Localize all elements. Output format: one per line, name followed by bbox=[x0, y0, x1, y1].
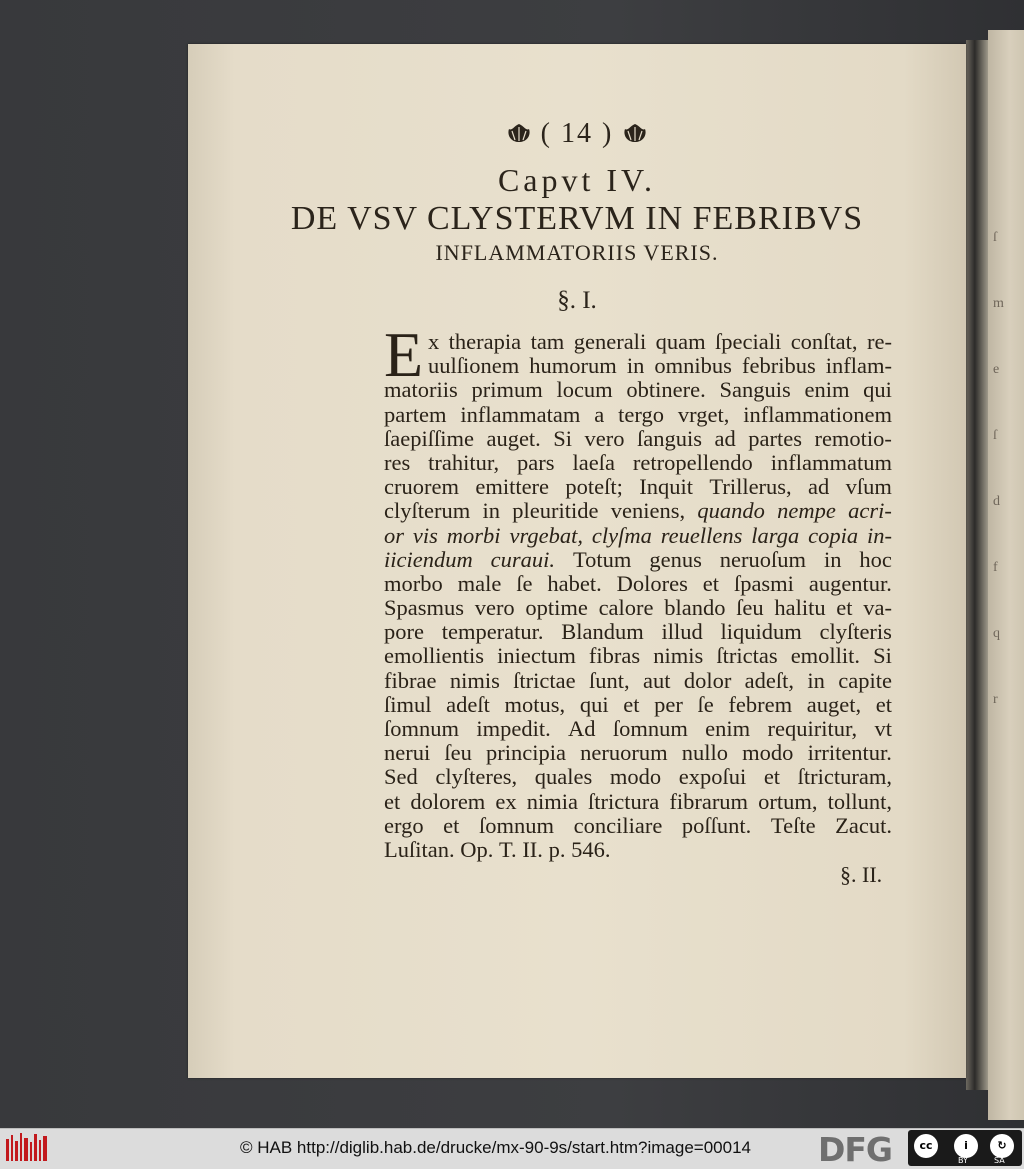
text-line bbox=[384, 524, 892, 548]
text-line bbox=[384, 451, 892, 475]
chapter-subtitle: INFLAMMATORIIS VERIS. bbox=[435, 240, 719, 265]
word: ad bbox=[808, 474, 830, 500]
text-line bbox=[384, 596, 892, 620]
word: poteſt; bbox=[565, 474, 623, 500]
word: nimis bbox=[449, 667, 500, 693]
word: Sanguis bbox=[719, 377, 791, 403]
word: nempe bbox=[777, 498, 836, 524]
share-alike-icon: ↻ bbox=[990, 1134, 1014, 1158]
word: motus, bbox=[504, 691, 566, 717]
word: illud bbox=[661, 619, 703, 645]
library-barcode-logo bbox=[6, 1133, 48, 1163]
cc-license-badge[interactable] bbox=[908, 1130, 1022, 1166]
word: in bbox=[482, 498, 501, 524]
text-line bbox=[384, 765, 892, 789]
word: cruorem bbox=[384, 474, 459, 500]
word: acri- bbox=[848, 498, 892, 524]
word: enim bbox=[705, 716, 751, 741]
word: humorum bbox=[529, 353, 617, 379]
text-line bbox=[384, 717, 892, 741]
word: genus bbox=[649, 546, 702, 572]
source-link[interactable]: © HAB http://diglib.hab.de/drucke/mx-90-9s/start.htm?image=00014 bbox=[240, 1138, 751, 1157]
word: clyſma bbox=[591, 522, 652, 548]
word: in bbox=[626, 353, 645, 379]
word: clyſteris bbox=[819, 619, 892, 645]
word: temperatur. bbox=[441, 619, 544, 645]
word: vis bbox=[412, 522, 438, 548]
adjacent-page-glyph: r bbox=[993, 692, 998, 707]
chapter-title: DE VSV CLYSTERVM IN FEBRIBVS bbox=[290, 200, 864, 237]
word: ergo bbox=[384, 812, 424, 838]
text-line bbox=[384, 548, 892, 572]
word: re- bbox=[866, 329, 892, 354]
word: fibras bbox=[588, 643, 641, 669]
word: auget. bbox=[486, 425, 541, 451]
word: dolorem bbox=[410, 788, 486, 814]
word: poſſunt. bbox=[681, 812, 752, 838]
word: Si bbox=[553, 425, 573, 451]
text-line bbox=[384, 790, 892, 814]
word: tergo bbox=[618, 401, 664, 427]
word: et bbox=[384, 788, 401, 814]
word: laeſa bbox=[572, 449, 615, 475]
adjacent-page-glyph: ſ bbox=[993, 230, 997, 245]
word: inflammationem bbox=[743, 401, 892, 427]
word: Inquit bbox=[639, 474, 694, 500]
word: nimis bbox=[653, 643, 704, 669]
word: ſeu bbox=[736, 595, 764, 621]
text-line bbox=[384, 741, 892, 765]
word: clyſterum bbox=[384, 498, 471, 524]
adjacent-page-glyph: e bbox=[993, 362, 1000, 377]
text-line bbox=[384, 378, 892, 402]
word: et bbox=[443, 812, 460, 838]
text-line bbox=[384, 403, 892, 427]
word: pore bbox=[384, 619, 424, 645]
text-line bbox=[384, 814, 892, 838]
word: larga bbox=[751, 522, 800, 548]
word: ad bbox=[714, 425, 736, 451]
word: Spasmus bbox=[384, 595, 465, 621]
word: Op. bbox=[460, 836, 499, 862]
word: p. bbox=[548, 836, 572, 862]
word: nullo bbox=[681, 740, 729, 766]
word: ſeu bbox=[444, 740, 472, 766]
word: requiritur, bbox=[767, 716, 858, 741]
word: qui bbox=[863, 377, 892, 403]
word: Sed bbox=[384, 764, 418, 790]
word: Teſte bbox=[770, 812, 816, 838]
word: per bbox=[654, 691, 683, 717]
word: inflammatam bbox=[460, 401, 581, 427]
word: vrgebat, bbox=[509, 522, 583, 548]
word: augentur. bbox=[808, 570, 892, 596]
word: modo bbox=[742, 740, 794, 766]
fleuron-left-icon bbox=[506, 122, 532, 144]
word: vrget, bbox=[677, 401, 730, 427]
word: liquidum bbox=[720, 619, 802, 645]
word: in bbox=[807, 667, 825, 693]
word: iiciendum bbox=[384, 546, 473, 572]
dfg-logo: DFG bbox=[818, 1130, 893, 1169]
word: partem bbox=[384, 401, 447, 427]
word: pleuritide bbox=[512, 498, 599, 524]
text-line bbox=[384, 475, 892, 499]
word: uulſionem bbox=[428, 353, 520, 379]
word: qui bbox=[579, 691, 609, 717]
word: 546. bbox=[571, 836, 611, 862]
word: vt bbox=[874, 716, 892, 741]
word: emollit. bbox=[790, 643, 861, 669]
word: et bbox=[702, 570, 720, 596]
body-text bbox=[384, 319, 892, 862]
word: va- bbox=[863, 595, 892, 621]
word: adeſt, bbox=[744, 667, 795, 693]
word: clyſteres, bbox=[435, 764, 518, 790]
word: nimia bbox=[526, 788, 578, 814]
adjacent-page-glyph: q bbox=[993, 626, 1000, 641]
word: febribus bbox=[741, 353, 816, 379]
text-line bbox=[384, 644, 892, 668]
word: irritentur. bbox=[807, 740, 892, 766]
cc-icon: cc bbox=[914, 1134, 938, 1158]
word: Ad bbox=[568, 716, 596, 741]
word: tollunt, bbox=[827, 788, 892, 814]
word: ſe bbox=[516, 570, 533, 596]
word: modo bbox=[609, 764, 662, 790]
word: Luſitan. bbox=[384, 836, 461, 862]
word: et bbox=[875, 691, 892, 717]
word: emittere bbox=[475, 474, 550, 500]
text-line bbox=[384, 572, 892, 596]
word: ſanguis bbox=[637, 425, 703, 451]
word: curaui. bbox=[490, 546, 556, 572]
word: fibrarum bbox=[669, 788, 749, 814]
word: halitu bbox=[774, 595, 826, 621]
word: morbi bbox=[446, 522, 501, 548]
word: ſtrictura bbox=[588, 788, 660, 814]
adjacent-page-glyph: m bbox=[993, 296, 1004, 311]
word: calore bbox=[598, 595, 654, 621]
text-line bbox=[384, 330, 892, 354]
attribution-icon: i bbox=[954, 1134, 978, 1158]
word: II. bbox=[522, 836, 549, 862]
word: partes bbox=[748, 425, 802, 451]
word: ſomnum bbox=[612, 716, 688, 741]
word: obtinere. bbox=[626, 377, 706, 403]
word: matoriis bbox=[384, 377, 458, 403]
word: fibrae bbox=[384, 667, 437, 693]
word: enim bbox=[804, 377, 850, 403]
word: locum bbox=[556, 377, 613, 403]
word: ſunt, bbox=[588, 667, 630, 693]
fleuron-right-icon bbox=[622, 122, 648, 144]
section-marker: §. I. bbox=[557, 287, 597, 314]
word: ſimul bbox=[384, 691, 432, 717]
word: res bbox=[384, 449, 411, 475]
text-line bbox=[384, 669, 892, 693]
word: x bbox=[428, 329, 440, 354]
word: ortum, bbox=[758, 788, 818, 814]
word: adeſt bbox=[446, 691, 490, 717]
word: omnibus bbox=[654, 353, 732, 379]
word: et bbox=[763, 764, 781, 790]
word: ſe bbox=[697, 691, 714, 717]
word: ſomnum bbox=[384, 716, 460, 741]
word: febrem bbox=[728, 691, 793, 717]
word: Dolores bbox=[616, 570, 688, 596]
word: primum bbox=[471, 377, 543, 403]
word: generali bbox=[573, 329, 647, 354]
word: retropellendo bbox=[632, 449, 753, 475]
word: inflam- bbox=[825, 353, 892, 379]
word: nerui bbox=[384, 740, 431, 766]
adjacent-page-glyph: ſ bbox=[993, 428, 997, 443]
drop-capital: E bbox=[384, 319, 424, 390]
word: optime bbox=[525, 595, 588, 621]
word: ſtrictas bbox=[716, 643, 778, 669]
word: trahitur, bbox=[428, 449, 500, 475]
word: tam bbox=[530, 329, 565, 354]
word: a bbox=[594, 401, 605, 427]
adjacent-page-glyph: d bbox=[993, 494, 1000, 509]
word: Blandum bbox=[561, 619, 644, 645]
page-number-line bbox=[188, 118, 966, 150]
word: Trillerus, bbox=[709, 474, 792, 500]
word: ſpeciali bbox=[715, 329, 782, 354]
word: blando bbox=[664, 595, 726, 621]
word: quam bbox=[655, 329, 706, 354]
word: Totum bbox=[572, 546, 632, 572]
word: principia bbox=[486, 740, 566, 766]
word: aut bbox=[642, 667, 671, 693]
word: copia bbox=[808, 522, 859, 548]
word: vero bbox=[584, 425, 625, 451]
word: et bbox=[836, 595, 853, 621]
text-line bbox=[384, 838, 892, 862]
catchword: §. II. bbox=[840, 862, 883, 887]
word: pars bbox=[517, 449, 555, 475]
text-line bbox=[384, 499, 892, 523]
word: vſum bbox=[845, 474, 892, 500]
word: emollientis bbox=[384, 643, 484, 669]
word: impedit. bbox=[476, 716, 551, 741]
word: et bbox=[623, 691, 640, 717]
word: therapia bbox=[448, 329, 522, 354]
chapter-heading: Capvt IV. bbox=[497, 162, 657, 198]
word: or bbox=[384, 522, 405, 548]
word: ſtrictae bbox=[513, 667, 576, 693]
word: ſtricturam, bbox=[797, 764, 892, 790]
word: conſtat, bbox=[790, 329, 858, 354]
word: inflammatum bbox=[770, 449, 892, 475]
word: auget, bbox=[806, 691, 862, 717]
word: habet. bbox=[547, 570, 602, 596]
word: veniens, bbox=[610, 498, 686, 524]
book-gutter bbox=[966, 40, 988, 1090]
word: capite bbox=[838, 667, 892, 693]
word: conciliare bbox=[573, 812, 663, 838]
word: iniectum bbox=[497, 643, 576, 669]
word: in bbox=[823, 546, 842, 572]
text-line bbox=[384, 427, 892, 451]
word: ſomnum bbox=[479, 812, 555, 838]
text-line bbox=[384, 693, 892, 717]
text-line bbox=[384, 354, 892, 378]
word: vero bbox=[474, 595, 515, 621]
word: T. bbox=[498, 836, 523, 862]
page-number: ( 14 ) bbox=[540, 118, 614, 149]
word: hoc bbox=[859, 546, 892, 572]
word: quando bbox=[697, 498, 765, 524]
word: remotio- bbox=[814, 425, 892, 451]
word: Zacut. bbox=[835, 812, 892, 838]
word: dolor bbox=[683, 667, 732, 693]
adjacent-page-glyph: f bbox=[993, 560, 998, 575]
word: reuellens bbox=[660, 522, 743, 548]
word: neruorum bbox=[580, 740, 668, 766]
word: ſaepiſſime bbox=[384, 425, 474, 451]
word: neruoſum bbox=[719, 546, 807, 572]
sa-label: SA bbox=[994, 1156, 1005, 1165]
text-line bbox=[384, 620, 892, 644]
word: expoſui bbox=[678, 764, 747, 790]
by-label: BY bbox=[958, 1156, 968, 1165]
word: ſpasmi bbox=[733, 570, 794, 596]
word: ex bbox=[495, 788, 517, 814]
word: Si bbox=[873, 643, 892, 669]
word: in- bbox=[867, 522, 892, 548]
word: quales bbox=[534, 764, 593, 790]
word: morbo bbox=[384, 570, 443, 596]
word: male bbox=[457, 570, 502, 596]
